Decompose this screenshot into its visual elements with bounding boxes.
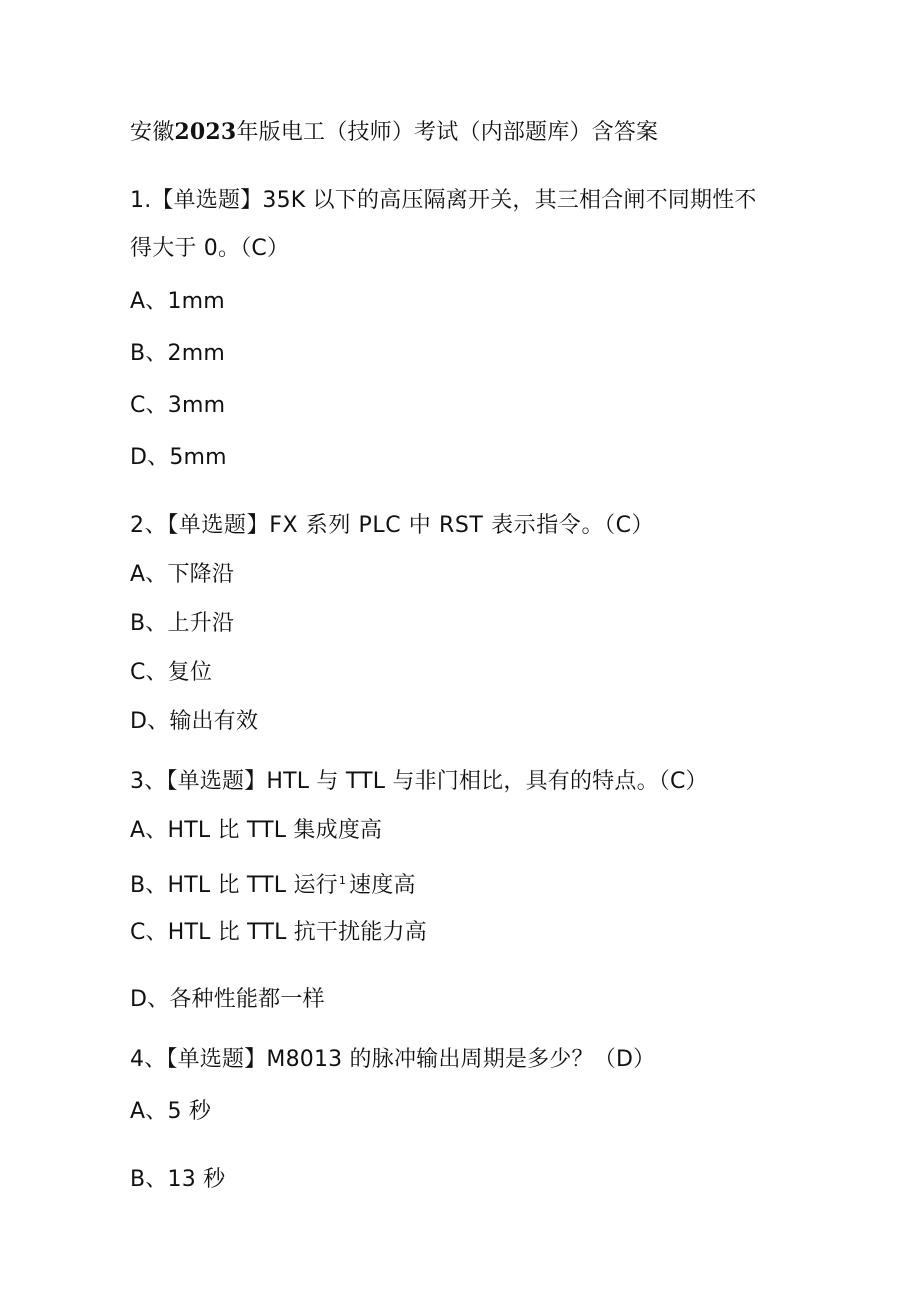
question-4-option-a: A、5 秒 — [130, 1099, 212, 1124]
question-1-option-c: C、3mm — [130, 393, 226, 418]
question-3-option-d: D、各种性能都一样 — [130, 987, 325, 1012]
question-3-stem: 3、【单选题】HTL 与 TTL 与非门相比，具有的特点。（C） — [130, 769, 708, 794]
question-2-option-c: C、复位 — [130, 660, 213, 685]
document-title — [130, 117, 658, 148]
question-1-option-a: A、1mm — [130, 289, 225, 314]
question-2-stem: 2、【单选题】FX 系列 PLC 中 RST 表示指令。（C） — [130, 513, 655, 538]
superscript-mark: 1 — [338, 874, 347, 887]
title-suffix: 年版电工（技师）考试（内部题库）含答案 — [236, 120, 659, 145]
title-prefix: 安徽 — [130, 120, 175, 145]
question-3-option-a: A、HTL 比 TTL 集成度高 — [130, 818, 383, 843]
question-2-option-d: D、输出有效 — [130, 709, 259, 734]
option-b-text-end: 速度高 — [349, 873, 416, 898]
question-4-option-b: B、13 秒 — [130, 1167, 226, 1192]
question-4-stem: 4、【单选题】M8013 的脉冲输出周期是多少？（D） — [130, 1047, 656, 1072]
title-year: 2023 — [174, 119, 237, 145]
question-1-option-d: D、5mm — [130, 445, 227, 470]
question-1-stem-line-1: 1.【单选题】35K 以下的高压隔离开关，其三相合闸不同期性不 — [130, 188, 757, 213]
option-b-text-start: B、HTL 比 TTL 运行 — [130, 873, 338, 898]
question-2-option-a: A、下降沿 — [130, 562, 235, 587]
question-1-stem-line-2: 得大于 0。（C） — [130, 236, 290, 261]
question-2-option-b: B、上升沿 — [130, 611, 235, 636]
question-3-option-b — [130, 866, 416, 901]
question-1-option-b: B、2mm — [130, 341, 225, 366]
question-3-option-c: C、HTL 比 TTL 抗干扰能力高 — [130, 920, 427, 945]
